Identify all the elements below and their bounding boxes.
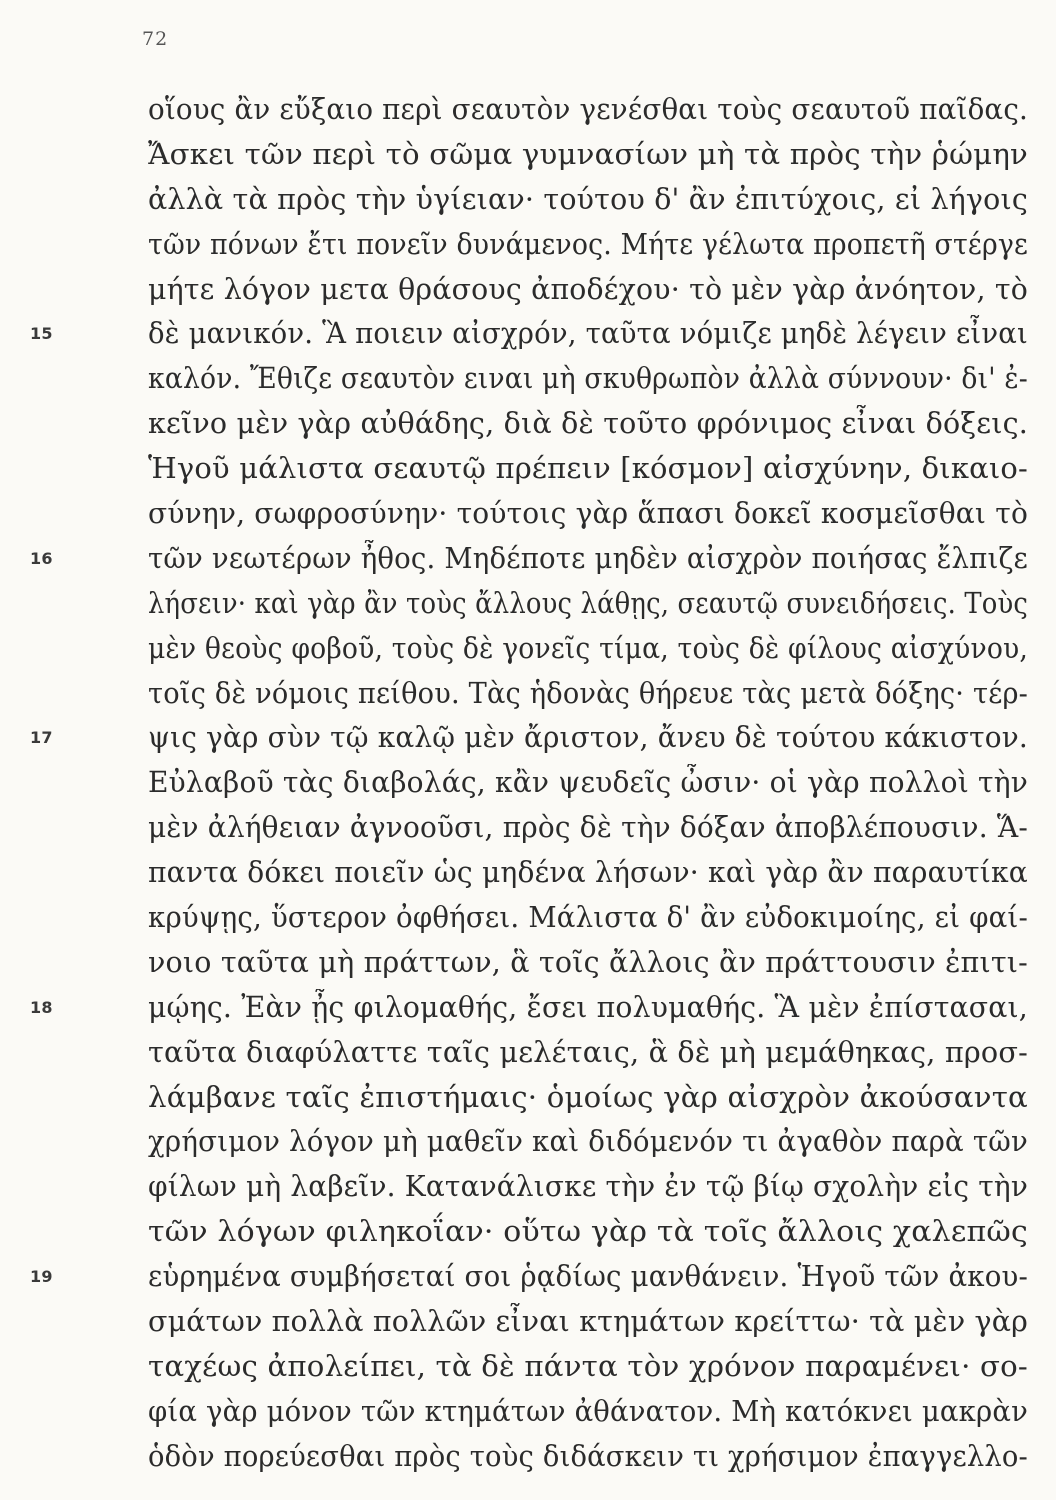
line-text: Εὐλαβοῦ τὰς διαβολάς, κἂν ψευδεῖς ὦσιν· οἱ γὰρ πολλοὶ τὴν [148,766,1029,800]
section-number: 18 [30,997,53,1017]
text-line [148,896,1028,941]
text-line [30,312,1028,357]
text-line [148,851,1028,896]
line-text: τῶν νεωτέρων ἦθος. Μηδέποτε μηδὲν αἰσχρὸν ποιήσας ἔλπιζε [148,541,1029,575]
line-text: ταχέως ἀπολείπει, τὰ δὲ πάντα τὸν χρόνον παραμένει· σο- [148,1349,1028,1383]
text-line [148,672,1028,717]
text-line [148,133,1028,178]
page-number: 72 [142,28,169,50]
line-text: δὲ μανικόν. Ἃ ποιειν αἰσχρόν, ταῦτα νόμιζε μηδὲ λέγειν εἶναι [148,317,1028,351]
greek-text-body [30,88,1029,1480]
text-line [148,1076,1028,1121]
line-text: κεῖνο μὲν γὰρ αὐθάδης, διὰ δὲ τοῦτο φρόνιμος εἶναι δόξεις. [148,407,1029,441]
text-line [148,268,1028,313]
text-line [148,178,1028,223]
text-line [148,1120,1028,1165]
text-line [148,582,1028,627]
text-line [148,1031,1028,1076]
text-line [30,716,1028,761]
text-line [30,1255,1028,1300]
text-line [30,537,1029,582]
section-number: 17 [30,728,53,748]
line-text: νοιο ταῦτα μὴ πράττων, ἃ τοῖς ἄλλοις ἂν πράττουσιν ἐπιτι- [148,945,1028,979]
line-text: τῶν λόγων φιληκοΐαν· οὕτω γὰρ τὰ τοῖς ἄλλοις χαλεπῶς [148,1215,1028,1249]
line-text: κρύψῃς, ὕστερον ὀφθήσει. Μάλιστα δ' ἂν εὐδοκιμοίης, εἰ φαί- [148,901,1028,935]
line-text: Ἄσκει τῶν περὶ τὸ σῶμα γυμνασίων μὴ τὰ πρὸς τὴν ῥώμην [148,137,1028,171]
line-text: ψις γὰρ σὺν τῷ καλῷ μὲν ἄριστον, ἄνευ δὲ τούτου κάκιστον. [148,721,1028,755]
text-line [148,1345,1028,1390]
line-text: χρήσιμον λόγον μὴ μαθεῖν καὶ διδόμενόν τι ἀγαθὸν παρὰ τῶν [148,1125,1028,1159]
line-text: λάμβανε ταῖς ἐπιστήμαις· ὁμοίως γὰρ αἰσχρὸν ἀκούσαντα [148,1080,1028,1114]
text-line [148,447,1028,492]
section-number: 15 [30,324,53,344]
line-text: σύνην, σωφροσύνην· τούτοις γὰρ ἅπασι δοκεῖ κοσμεῖσθαι τὸ [148,497,1029,531]
line-text: Ἡγοῦ μάλιστα σεαυτῷ πρέπειν [κόσμον] αἰσχύνην, δικαιο- [148,452,1029,486]
text-line [148,806,1028,851]
line-text: οἵους ἂν εὔξαιο περὶ σεαυτὸν γενέσθαι τοὺς σεαυτοῦ παῖδας. [148,93,1029,126]
section-number: 19 [30,1267,53,1287]
text-line [148,627,1028,672]
text-line [148,223,1028,268]
line-text: ὁδὸν πορεύεσθαι πρὸς τοὺς διδάσκειν τι χρήσιμον ἐπαγγελλο- [148,1439,1028,1473]
text-line [148,1210,1028,1255]
text-line [148,357,1028,402]
line-text: καλόν. Ἔθιζε σεαυτὸν ειναι μὴ σκυθρωπὸν ἀλλὰ σύννουν· δι' ἐ- [148,362,1028,396]
line-text: μὲν θεοὺς φοβοῦ, τοὺς δὲ γονεῖς τίμα, τοὺς δὲ φίλους αἰσχύνου, [148,631,1029,665]
line-text: παντα δόκει ποιεῖν ὡς μηδένα λήσων· καὶ γὰρ ἂν παραυτίκα [148,856,1028,890]
text-line [148,1300,1028,1345]
section-number: 16 [30,548,53,568]
line-text: τοῖς δὲ νόμοις πείθου. Τὰς ἡδονὰς θήρευε τὰς μετὰ δόξης· τέρ- [148,676,1029,710]
line-text: ταῦτα διαφύλαττε ταῖς μελέταις, ἃ δὲ μὴ μεμάθηκας, προσ- [148,1035,1028,1069]
line-text: φία γὰρ μόνον τῶν κτημάτων ἀθάνατον. Μὴ κατόκνει μακρὰν [148,1394,1028,1428]
line-text: τῶν πόνων ἔτι πονεῖν δυνάμενος. Μήτε γέλωτα προπετῆ στέργε [148,227,1029,261]
line-text: μήτε λόγον μετα θράσους ἀποδέχου· τὸ μὲν γὰρ ἀνόητον, τὸ [148,272,1029,306]
line-text: λήσειν· καὶ γὰρ ἂν τοὺς ἄλλους λάθῃς, σεαυτῷ συνειδήσεις. Τοὺς [148,586,1029,620]
text-line [148,492,1028,537]
text-line [30,986,1028,1031]
line-text: σμάτων πολλὰ πολλῶν εἶναι κτημάτων κρείττω· τὰ μὲν γὰρ [148,1305,1028,1339]
line-text: μῴης. Ἐὰν ᾖς φιλομαθής, ἔσει πολυμαθής. Ἃ μὲν ἐπίστασαι, [148,990,1028,1024]
text-line [148,1435,1028,1480]
line-text: φίλων μὴ λαβεῖν. Κατανάλισκε τὴν ἐν τῷ βίῳ σχολὴν εἰς τὴν [148,1170,1028,1204]
text-line [148,761,1028,806]
line-text: ἀλλὰ τὰ πρὸς τὴν ὑγίειαν· τούτου δ' ἂν ἐπιτύχοις, εἰ λήγοις [148,182,1028,216]
line-text: μὲν ἀλήθειαν ἀγνοοῦσι, πρὸς δὲ τὴν δόξαν ἀποβλέπουσιν. Ἅ- [148,811,1029,845]
text-line [148,88,1028,133]
text-line [148,402,1028,447]
text-line [148,941,1028,986]
text-line [148,1165,1028,1210]
line-text: εὑρημένα συμβήσεταί σοι ῥᾳδίως μανθάνειν. Ἡγοῦ τῶν ἀκου- [148,1260,1028,1294]
text-line [148,1390,1028,1435]
